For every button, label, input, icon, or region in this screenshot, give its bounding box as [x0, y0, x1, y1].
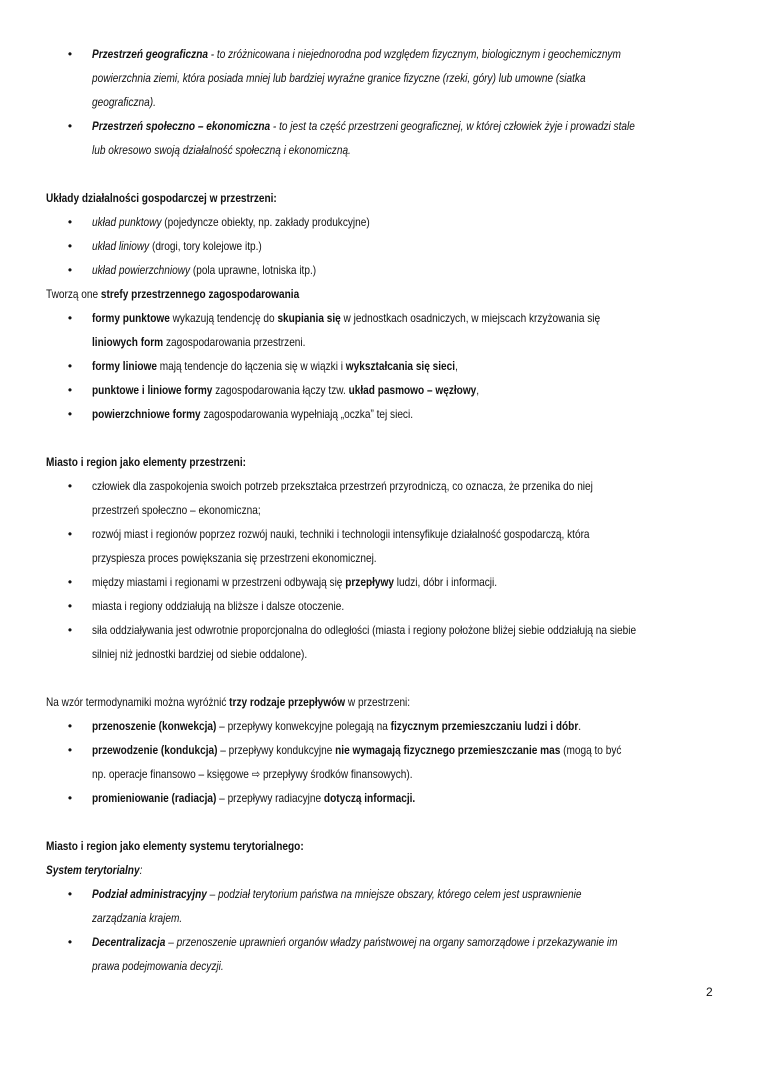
bullet-icon: • — [67, 527, 73, 541]
bullet-icon: • — [67, 263, 73, 277]
text-run: prawa podejmowania decyzji. — [92, 959, 224, 973]
text-run: przenoszenie (konwekcja) — [92, 719, 217, 733]
text-run: liniowych form — [92, 335, 164, 349]
text-line — [46, 454, 246, 470]
bullet-icon: • — [67, 791, 73, 805]
text-line — [92, 766, 413, 782]
bullet-icon: • — [67, 311, 73, 325]
text-line — [92, 550, 377, 566]
text-run: człowiek dla zaspokojenia swoich potrzeb przekształca przestrzeń przyrodniczą, co oznacza, że przenika do niej — [92, 479, 593, 493]
text-run: , — [476, 383, 480, 397]
text-run: Przestrzeń społeczno – ekonomiczna — [92, 119, 271, 133]
text-line — [92, 406, 413, 422]
text-line — [92, 886, 581, 902]
text-run: silniej niż jednostki bardziej od siebie oddalone). — [92, 647, 308, 661]
text-line — [46, 694, 410, 710]
text-line — [46, 286, 299, 302]
text-run: – przepływy konwekcyjne polegają na — [216, 719, 391, 733]
text-line — [46, 838, 304, 854]
text-run: układ pasmowo – węzłowy — [348, 383, 477, 397]
text-run: formy punktowe — [92, 311, 170, 325]
text-run: wykształcania się sieci — [345, 359, 456, 373]
text-line — [92, 334, 305, 350]
bullet-icon: • — [67, 383, 73, 397]
text-run: Podział administracyjny — [92, 887, 207, 901]
text-run: – podział terytorium państwa na mniejsze obszary, którego celem jest usprawnienie — [206, 887, 582, 901]
text-line — [46, 190, 277, 206]
bullet-icon: • — [67, 599, 73, 613]
text-run: np. operacje finansowo – księgowe ⇨ przepływy środków finansowych). — [92, 767, 413, 781]
text-line — [92, 790, 415, 806]
text-run: – przepływy kondukcyjne — [217, 743, 336, 757]
text-run: trzy rodzaje przepływów — [229, 695, 346, 709]
text-run: dotyczą informacji. — [323, 791, 416, 805]
text-line — [92, 118, 635, 134]
text-run: Miasto i region jako elementy przestrzeni: — [46, 455, 246, 469]
bullet-icon: • — [67, 359, 73, 373]
text-run: formy liniowe — [92, 359, 157, 373]
text-run: powierzchnia ziemi, która posiada mniej lub bardziej wyraźne granice fizyczne (rzeki, góry) lub umowne (siatka — [92, 71, 586, 85]
text-run: lub okresowo swoją działalność społeczną i ekonomiczną. — [92, 143, 351, 157]
text-run: przestrzeń społeczno – ekonomiczna; — [92, 503, 261, 517]
text-run: w jednostkach osadniczych, w miejscach krzyżowania się — [340, 311, 601, 325]
text-run: (mogą to być — [560, 743, 622, 757]
text-run: zagospodarowania wypełniają „oczka” tej sieci. — [200, 407, 414, 421]
text-run: między miastami i regionami w przestrzeni odbywają się — [92, 575, 346, 589]
text-line — [92, 646, 307, 662]
text-run: miasta i regiony oddziałują na bliższe i dalsze otoczenie. — [92, 599, 345, 613]
text-run: - to zróżnicowana i niejednorodna pod względem fizycznym, biologicznym i geochemicznym — [207, 47, 621, 61]
text-line — [92, 598, 344, 614]
text-line — [92, 934, 618, 950]
text-line — [92, 502, 261, 518]
text-run: przyspiesza proces powiększania się przestrzeni ekonomicznej. — [92, 551, 377, 565]
text-run: mają tendencje do łączenia się w wiązki i — [156, 359, 346, 373]
bullet-icon: • — [67, 47, 73, 61]
text-line — [92, 382, 479, 398]
text-line — [92, 46, 621, 62]
bullet-icon: • — [67, 623, 73, 637]
text-run: – przenoszenie uprawnień organów władzy państwowej na organy samorządowe i przekazywanie im — [165, 935, 618, 949]
text-run: układ powierzchniowy — [92, 263, 191, 277]
bullet-icon: • — [67, 719, 73, 733]
bullet-icon: • — [67, 215, 73, 229]
text-line — [46, 862, 142, 878]
text-run: geograficzna). — [92, 95, 156, 109]
text-run: układ liniowy — [92, 239, 150, 253]
text-run: - to jest ta część przestrzeni geograficznej, w której człowiek żyje i prowadzi stale — [270, 119, 635, 133]
text-line — [92, 958, 224, 974]
text-run: strefy przestrzennego zagospodarowania — [100, 287, 300, 301]
bullet-icon: • — [67, 575, 73, 589]
text-line — [92, 214, 370, 230]
bullet-icon: • — [67, 407, 73, 421]
text-line — [92, 310, 600, 326]
page-number: 2 — [706, 985, 713, 999]
text-run: (pojedyncze obiekty, np. zakłady produkcyjne) — [161, 215, 370, 229]
text-run: , — [455, 359, 458, 373]
text-run: promieniowanie (radiacja) — [92, 791, 217, 805]
bullet-icon: • — [67, 887, 73, 901]
text-run: (pola uprawne, lotniska itp.) — [190, 263, 317, 277]
text-run: w przestrzeni: — [345, 695, 411, 709]
text-run: – przepływy radiacyjne — [216, 791, 324, 805]
text-line — [92, 358, 458, 374]
text-line — [92, 142, 351, 158]
text-run: wykazują tendencję do — [169, 311, 278, 325]
bullet-icon: • — [67, 479, 73, 493]
text-line — [92, 262, 316, 278]
text-line — [92, 238, 262, 254]
text-line — [92, 94, 156, 110]
text-run: zarządzania krajem. — [92, 911, 183, 925]
text-run: fizycznym przemieszczaniu ludzi i dóbr — [390, 719, 579, 733]
text-run: układ punktowy — [92, 215, 162, 229]
text-run: przewodzenie (kondukcja) — [92, 743, 218, 757]
text-run: zagospodarowania łączy tzw. — [212, 383, 349, 397]
text-run: przepływy — [345, 575, 394, 589]
text-run: skupiania się — [277, 311, 341, 325]
text-run: ludzi, dóbr i informacji. — [393, 575, 498, 589]
text-line — [92, 622, 636, 638]
bullet-icon: • — [67, 935, 73, 949]
text-run: Przestrzeń geograficzna — [92, 47, 208, 61]
text-line — [92, 574, 497, 590]
text-run: Układy działalności gospodarczej w przestrzeni: — [46, 191, 277, 205]
text-line — [92, 70, 586, 86]
text-run: nie wymagają fizycznego przemieszczanie mas — [335, 743, 561, 757]
text-run: Miasto i region jako elementy systemu terytorialnego: — [46, 839, 304, 853]
text-line — [92, 910, 182, 926]
text-run: siła oddziaływania jest odwrotnie proporcjonalna do odległości (miasta i regiony położone bliżej siebie oddziałują na siebie — [92, 623, 637, 637]
text-run: zagospodarowania przestrzeni. — [163, 335, 306, 349]
text-run: punktowe i liniowe formy — [92, 383, 213, 397]
text-run: (drogi, tory kolejowe itp.) — [149, 239, 262, 253]
text-line — [92, 718, 581, 734]
bullet-icon: • — [67, 239, 73, 253]
bullet-icon: • — [67, 119, 73, 133]
bullet-icon: • — [67, 743, 73, 757]
text-run: rozwój miast i regionów poprzez rozwój nauki, techniki i technologii intensyfikuje działalność gospodarczą, która — [92, 527, 590, 541]
text-run: Decentralizacja — [92, 935, 166, 949]
text-run: : — [139, 863, 143, 877]
text-line — [92, 742, 621, 758]
text-run: System terytorialny — [46, 863, 140, 877]
text-run: . — [578, 719, 582, 733]
text-run: Na wzór termodynamiki można wyróżnić — [46, 695, 230, 709]
text-line — [92, 526, 590, 542]
text-run: Tworzą one — [46, 287, 101, 301]
text-line — [92, 478, 593, 494]
text-run: powierzchniowe formy — [92, 407, 201, 421]
